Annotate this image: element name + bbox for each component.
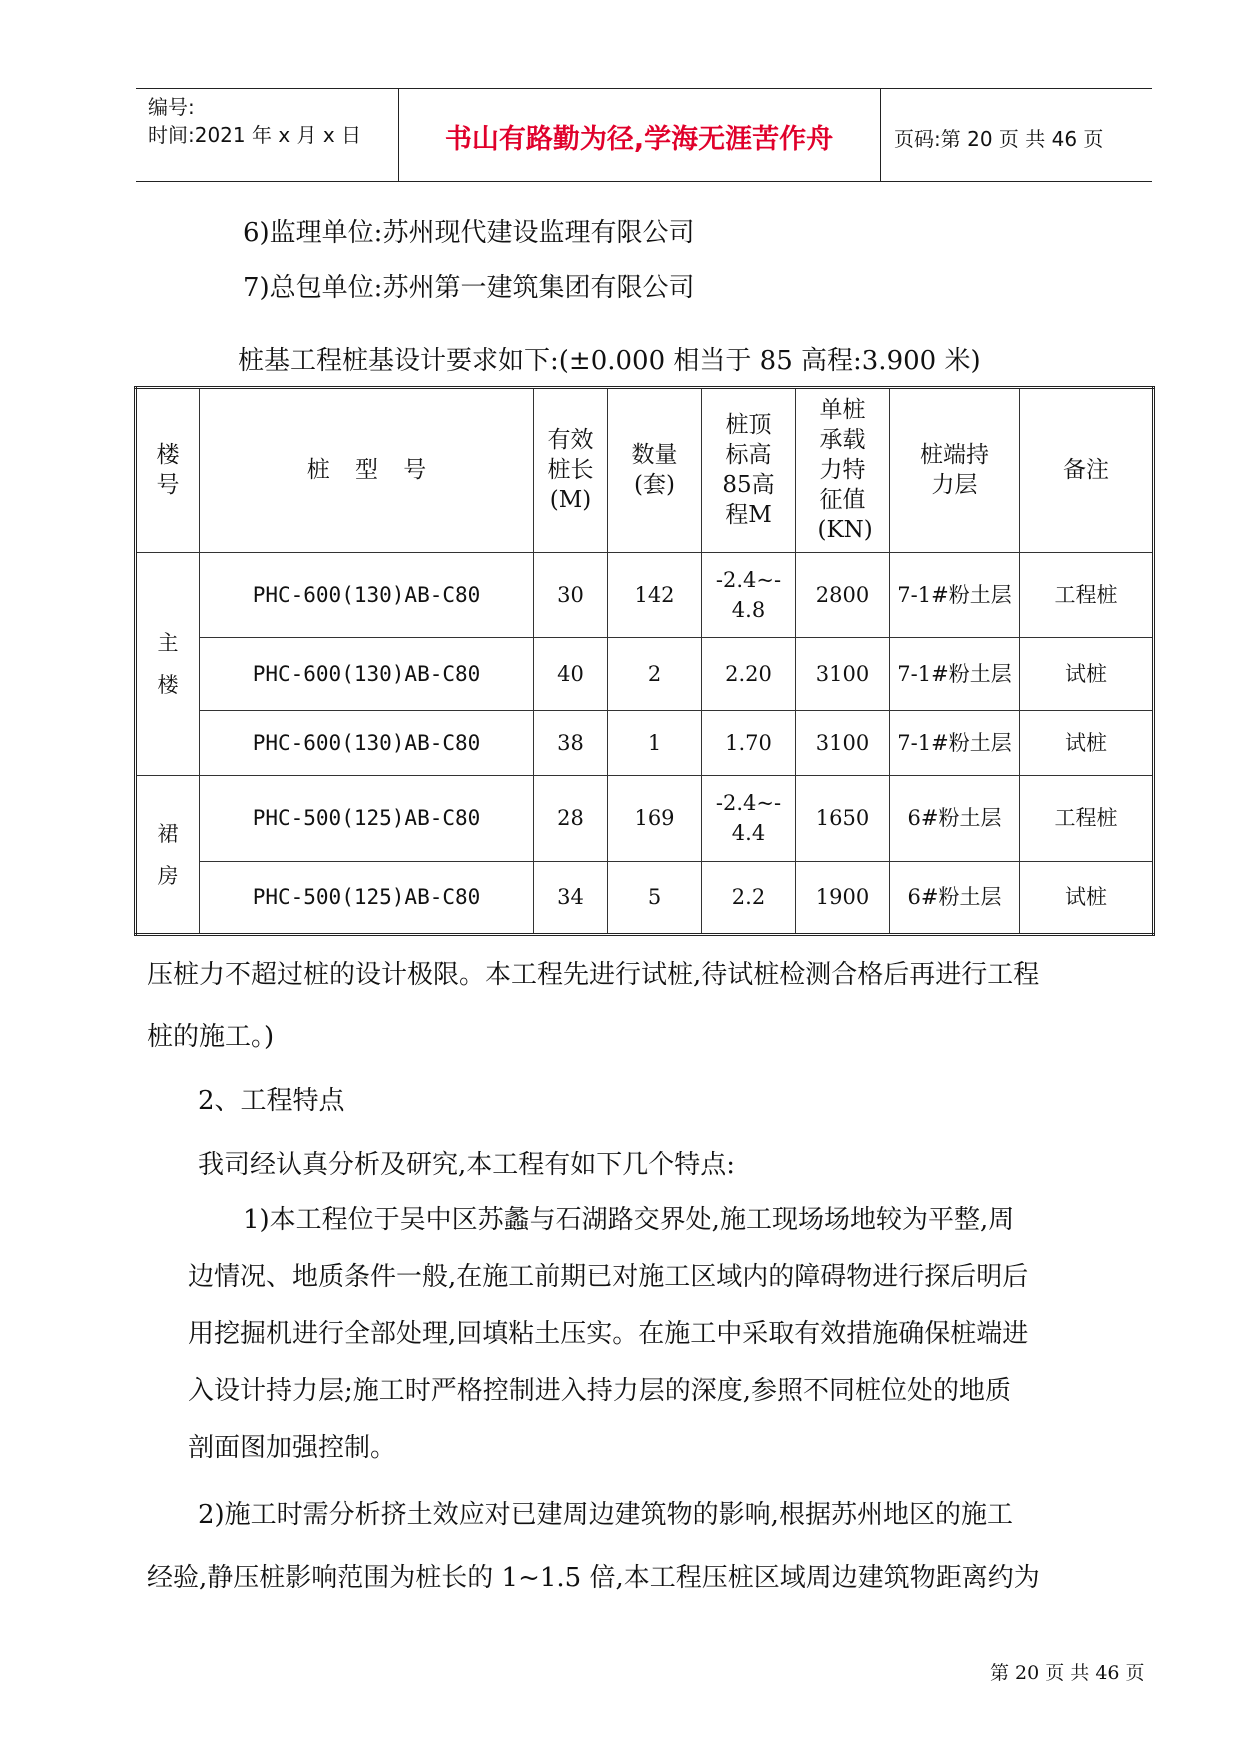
bearing-layer-cell: 7-1#粉土层: [890, 552, 1020, 637]
quantity-cell: 169: [608, 776, 702, 861]
header-cell: 楼号: [136, 388, 200, 553]
header-cell: 数量(套): [608, 388, 702, 553]
quantity-cell: 142: [608, 552, 702, 637]
remark-cell: 工程桩: [1020, 776, 1154, 861]
length-cell: 40: [534, 638, 608, 710]
bearing-layer-cell: 6#粉土层: [890, 776, 1020, 861]
paragraph-line: 剖面图加强控制。: [188, 1433, 397, 1463]
paragraph-line: 1)本工程位于吴中区苏蠡与石湖路交界处,施工现场场地较为平整,周: [243, 1205, 1015, 1235]
pile-type-cell: PHC-500(125)AB-C80: [200, 861, 534, 934]
pile-type-cell: PHC-600(130)AB-C80: [200, 710, 534, 775]
pile-type-cell: PHC-600(130)AB-C80: [200, 638, 534, 710]
top-elevation-cell: -2.4~-4.4: [702, 776, 796, 861]
table-row: [136, 710, 1154, 775]
top-elevation-cell: 2.2: [702, 861, 796, 934]
remark-cell: 试桩: [1020, 861, 1154, 934]
header-cell: 单桩承载力特征值(KN): [796, 388, 890, 553]
header-cell: 桩顶标高85高程M: [702, 388, 796, 553]
pile-design-table: [134, 386, 1155, 936]
header-cell: 桩端持力层: [890, 388, 1020, 553]
doc-date-label: 时间:2021 年 x 月 x 日: [148, 123, 362, 147]
bearing-layer-cell: 7-1#粉土层: [890, 710, 1020, 775]
quantity-cell: 1: [608, 710, 702, 775]
paragraph-line: 2)施工时需分析挤土效应对已建周边建筑物的影响,根据苏州地区的施工: [198, 1500, 1013, 1530]
paragraph-line: 我司经认真分析及研究,本工程有如下几个特点:: [198, 1150, 736, 1180]
header-divider: [880, 89, 881, 181]
page-footer: 第 20 页 共 46 页: [990, 1662, 1145, 1684]
building-cell: 主楼: [136, 552, 200, 775]
top-elevation-cell: 2.20: [702, 638, 796, 710]
paragraph-line: 桩的施工。): [147, 1022, 275, 1052]
header-cell: 备注: [1020, 388, 1154, 553]
page-header: [136, 88, 1152, 182]
paragraph-line: 用挖掘机进行全部处理,回填粘土压实。在施工中采取有效措施确保桩端进: [188, 1319, 1029, 1349]
header-cell: 桩 型 号: [200, 388, 534, 553]
pile-type-cell: PHC-500(125)AB-C80: [200, 776, 534, 861]
capacity-cell: 1650: [796, 776, 890, 861]
paragraph-line: 压桩力不超过桩的设计极限。本工程先进行试桩,待试桩检测合格后再进行工程: [147, 960, 1040, 990]
bearing-layer-cell: 7-1#粉土层: [890, 638, 1020, 710]
doc-number-label: 编号:: [148, 95, 195, 119]
length-cell: 38: [534, 710, 608, 775]
pile-type-cell: PHC-600(130)AB-C80: [200, 552, 534, 637]
table-caption: 桩基工程桩基设计要求如下:(±0.000 相当于 85 高程:3.900 米): [238, 346, 981, 376]
paragraph-line: 7)总包单位:苏州第一建筑集团有限公司: [243, 273, 695, 303]
table-row: [136, 552, 1154, 637]
quantity-cell: 5: [608, 861, 702, 934]
header-divider: [398, 89, 399, 181]
header-cell: 有效桩长(M): [534, 388, 608, 553]
capacity-cell: 3100: [796, 638, 890, 710]
header-motto: 书山有路勤为径,学海无涯苦作舟: [444, 124, 834, 155]
top-elevation-cell: -2.4~-4.8: [702, 552, 796, 637]
section-heading: 2、工程特点: [198, 1086, 345, 1116]
capacity-cell: 3100: [796, 710, 890, 775]
remark-cell: 工程桩: [1020, 552, 1154, 637]
capacity-cell: 1900: [796, 861, 890, 934]
table-row: [136, 638, 1154, 710]
table-header-row: [136, 388, 1154, 553]
table-row: [136, 776, 1154, 861]
paragraph-line: 6)监理单位:苏州现代建设监理有限公司: [243, 218, 695, 248]
paragraph-line: 经验,静压桩影响范围为桩长的 1~1.5 倍,本工程压桩区域周边建筑物距离约为: [147, 1563, 1040, 1593]
quantity-cell: 2: [608, 638, 702, 710]
remark-cell: 试桩: [1020, 710, 1154, 775]
capacity-cell: 2800: [796, 552, 890, 637]
header-page-info: 页码:第 20 页 共 46 页: [894, 127, 1104, 151]
bearing-layer-cell: 6#粉土层: [890, 861, 1020, 934]
length-cell: 34: [534, 861, 608, 934]
paragraph-line: 入设计持力层;施工时严格控制进入持力层的深度,参照不同桩位处的地质: [188, 1376, 1012, 1406]
table-row: [136, 861, 1154, 934]
paragraph-line: 边情况、地质条件一般,在施工前期已对施工区域内的障碍物进行探后明后: [188, 1262, 1029, 1292]
length-cell: 28: [534, 776, 608, 861]
remark-cell: 试桩: [1020, 638, 1154, 710]
header-meta: [148, 93, 398, 149]
building-cell: 裙房: [136, 776, 200, 935]
length-cell: 30: [534, 552, 608, 637]
top-elevation-cell: 1.70: [702, 710, 796, 775]
